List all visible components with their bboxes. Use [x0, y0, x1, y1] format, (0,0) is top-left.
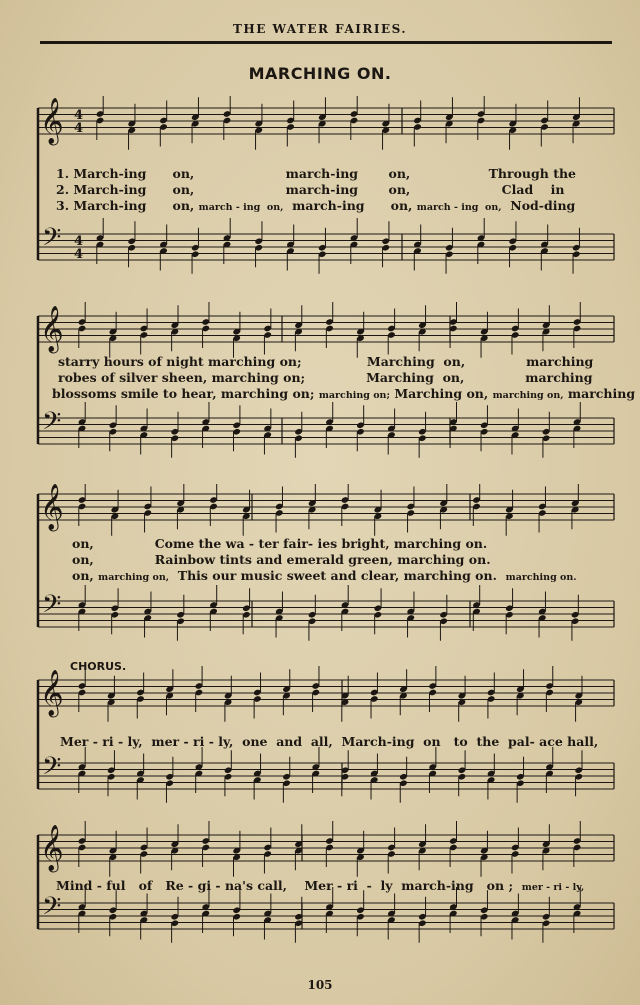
- lyric-text: robes of silver sheen, marching on; Marching on, marching: [58, 370, 593, 385]
- music-system-2: [30, 296, 636, 476]
- song-title: MARCHING ON.: [248, 64, 392, 83]
- lyric-echo: march - ing on,: [416, 202, 502, 213]
- lyric-line-verse-1: [58, 354, 593, 369]
- treble-clef: 𝄞: [40, 484, 64, 530]
- lyric-line-verse-1: [72, 536, 487, 551]
- lyric-text: on, Rainbow tints and emerald green, marching on.: [72, 552, 491, 567]
- lyric-text: on,: [72, 568, 99, 583]
- time-signature: 4: [74, 234, 84, 249]
- lyric-line-verse-2: [58, 370, 592, 385]
- lyric-echo: march - ing on,: [198, 202, 284, 213]
- time-signature: 4: [74, 247, 84, 262]
- lyric-text: blossoms smile to hear, marching on;: [52, 386, 319, 401]
- lyric-echo: mer - ri - ly,: [521, 882, 585, 893]
- bass-clef: 𝄢: [42, 590, 62, 625]
- lyric-echo: marching on,: [492, 390, 564, 401]
- bass-clef: 𝄢: [42, 892, 62, 927]
- lyric-text: 3. March-ing on,: [56, 198, 199, 213]
- lyric-text: on, Come the wa - ter fair- ies bright, marching on.: [72, 536, 488, 551]
- lyric-echo: marching on;: [318, 390, 390, 401]
- bass-clef: 𝄢: [42, 407, 62, 442]
- lyric-line-chorus: [56, 878, 584, 893]
- lyric-line-verse-1: [56, 166, 576, 181]
- lyric-line-verse-2: [72, 552, 491, 567]
- lyric-text: 2. March-ing on, march-ing on, Clad in: [56, 182, 565, 197]
- chorus-label: CHORUS.: [70, 660, 127, 673]
- bass-clef: 𝄢: [42, 223, 62, 258]
- music-system-4: [30, 660, 620, 815]
- lyric-text: Nod-ding: [501, 198, 576, 213]
- lyric-text: Mer - ri - ly, mer - ri - ly, one and all, March-ing on to the pal- ace hall,: [60, 734, 599, 749]
- lyric-line-chorus: [60, 734, 598, 749]
- running-head: THE WATER FAIRIES.: [232, 22, 408, 36]
- music-system-1: [30, 96, 620, 286]
- treble-clef: 𝄞: [40, 98, 64, 144]
- header-rule: [40, 41, 612, 44]
- lyric-text: Marching on,: [389, 386, 493, 401]
- lyric-line-verse-3: [52, 386, 635, 401]
- staff-notation: [30, 815, 620, 975]
- treble-clef: 𝄞: [40, 825, 64, 871]
- lyric-text: This our music sweet and clear, marching on.: [169, 568, 506, 583]
- time-signature: 4: [74, 108, 84, 123]
- lyric-echo: marching on.: [505, 572, 577, 583]
- page-number: 105: [307, 978, 333, 992]
- lyric-echo: marching on,: [98, 572, 170, 583]
- lyric-text: Mind - ful of Re - gi - na's call, Mer - ri - ly march-ing on ;: [56, 878, 522, 893]
- treble-clef: 𝄞: [40, 670, 64, 716]
- lyric-text: 1. March-ing on, march-ing on, Through the: [56, 166, 577, 181]
- lyric-line-verse-2: [56, 182, 564, 197]
- music-system-3: [30, 484, 620, 659]
- time-signature: 4: [74, 121, 84, 136]
- bass-clef: 𝄢: [42, 752, 62, 787]
- lyric-text: marching: [563, 386, 636, 401]
- treble-clef: 𝄞: [40, 306, 64, 352]
- lyric-line-verse-3: [72, 568, 577, 583]
- lyric-line-verse-3: [56, 198, 575, 213]
- music-system-5: [30, 815, 620, 975]
- lyric-text: march-ing on,: [283, 198, 417, 213]
- lyric-text: starry hours of night marching on; Marching on, marching: [58, 354, 594, 369]
